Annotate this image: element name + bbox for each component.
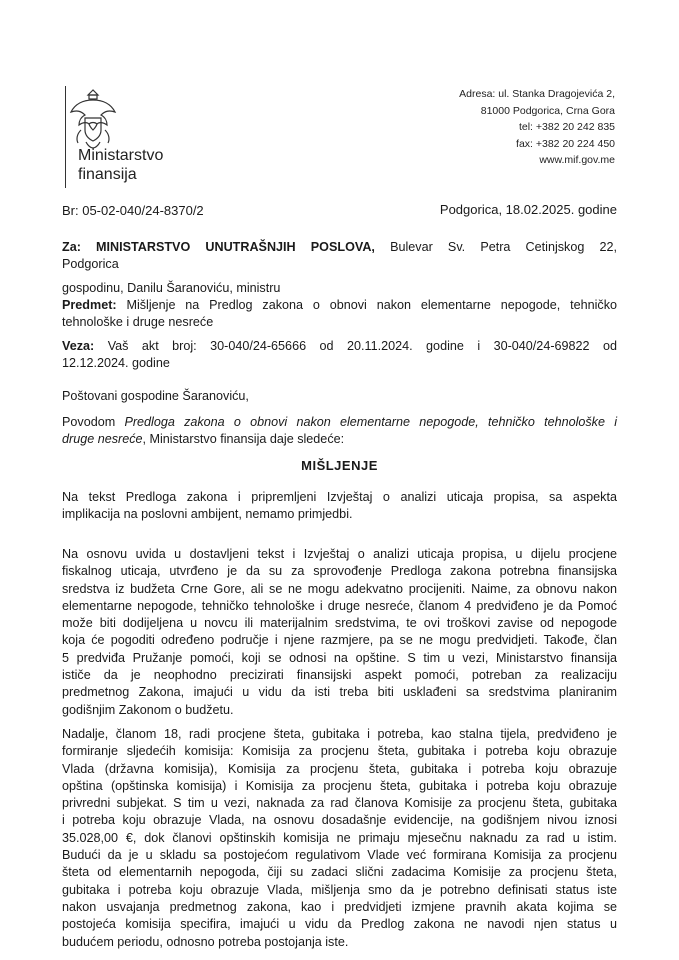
ministry-address: [459, 86, 615, 169]
paragraph-3-line: postojeća komisija specifira, imajući u vidu da Predlog zakona ne navodi njen status u: [62, 917, 617, 932]
ministry-name: [78, 146, 163, 184]
paragraph-1-line: implikacija na poslovni ambijent, nemamo primjedbi.: [62, 507, 353, 522]
link-text-cont: 12.12.2024. godine: [62, 356, 170, 371]
intro-paragraph: [62, 414, 617, 449]
paragraph-3-line: Budući da je u skladu sa postojećom regulativom Vlade već formirana Komisija za procjenu: [62, 848, 617, 863]
reference-number: Br: 05-02-040/24-8370/2: [62, 203, 204, 218]
paragraph-2-line: 5 predviđa Pružanje pomoći, koji se odnosi na opštine. S tim u vezi, Ministarstvo finansija: [62, 650, 617, 665]
link-block: [62, 338, 617, 373]
address-street: Adresa: ul. Stanka Dragojevića 2,: [459, 88, 615, 100]
paragraph-3-line: nakon usvajanja predmetnog zakona, kao i predvidjeti izmjene pravnih akata kojima se: [62, 899, 617, 914]
recipient-address: Bulevar Sv. Petra Cetinjskog 22,: [390, 240, 617, 254]
paragraph-2-line: ističe da je neophodno precizirati finansijski aspekt pomoći, potreban za realizaciju: [62, 668, 617, 683]
recipient-block: [62, 239, 617, 274]
intro-law-title-cont: druge nesreće: [62, 432, 143, 447]
paragraph-3-line: budućem periodu, odnosno potreba postojanja iste.: [62, 934, 349, 949]
paragraph-3-line: Vlada (državna komisija), Komisija za procjenu šteta, gubitaka i potreba koju obrazuje: [62, 761, 617, 776]
address-fax: fax: +382 20 224 450: [516, 137, 615, 150]
intro-suffix: , Ministarstvo finansija daje sledeće:: [142, 432, 345, 447]
intro-law-title: Predloga zakona o obnovi nakon elementarne nepogode, tehničko tehnološke i: [124, 415, 617, 429]
paragraph-2-line: može biti dodijeljena u novcu ili materijalnim sredstvima, te ovi troškovi zavise od nepogode: [62, 616, 617, 631]
intro-prefix: Povodom: [62, 415, 116, 429]
paragraph-2-line: fiskalnog uticaja, utvrđeno je da su za sprovođenje Predloga zakona potrebna finansijska: [62, 564, 617, 579]
paragraph-2: [62, 546, 617, 719]
ministry-name-line1: Ministarstvo: [78, 147, 164, 164]
subject-text-cont: tehnološke i druge nesreće: [62, 315, 214, 330]
paragraph-3-line: privredni subjekat. S tim u vezi, naknada za rad članova Komisije za procjenu šteta, gubitaka: [62, 796, 617, 811]
address-city: 81000 Podgorica, Crna Gora: [480, 104, 615, 117]
ministry-name-line2: finansija: [78, 166, 137, 183]
paragraph-3-line: i potreba koju obrazuje Vlada, na osnovu dosadašnje evidencije, na godišnjem nivou iznosi: [62, 813, 617, 828]
recipient-city: Podgorica: [62, 257, 119, 272]
paragraph-2-line: predmetnog Zakona, imajući u vidu da isti treba biti usklađeni sa sredstvima planiranim: [62, 685, 617, 700]
address-phone: tel: +382 20 242 835: [518, 121, 615, 134]
paragraph-1-line: Na tekst Predloga zakona i pripremljeni Izvještaj o analizi uticaja propisa, sa aspekta: [62, 490, 617, 504]
paragraph-1: [62, 489, 617, 524]
paragraph-2-line: Na osnovu uvida u dostavljeni tekst i Izvještaj o analizi uticaja propisa, u dijelu procjene: [62, 547, 617, 561]
paragraph-3-line: Nadalje, članom 18, radi procjene šteta, gubitaka i potreba, kao stalna tijela, predviđeno je: [62, 727, 617, 741]
link-text: Vaš akt broj: 30-040/24-65666 od 20.11.2024. godine i 30-040/24-69822 od: [107, 339, 618, 353]
document-date: Podgorica, 18.02.2025. godine: [439, 202, 617, 217]
paragraph-3-line: gubitaka i potreba koju obrazuje Vlada, mišljenja smo da je potrebno definisati status iste: [62, 882, 617, 897]
subject-block: [62, 297, 617, 332]
subject-text: Mišljenje na Predlog zakona o obnovi nakon elementarne nepogode, tehničko: [126, 298, 618, 312]
link-label: Veza:: [62, 339, 95, 353]
recipient-person: gospodinu, Danilu Šaranoviću, ministru: [62, 281, 281, 295]
subject-label: Predmet:: [62, 298, 117, 312]
paragraph-3-line: šteta od elementarnih nepogoda, čiji su zadaci slični zadacima Komisije za procjenu šteta,: [62, 865, 617, 880]
paragraph-2-line: sredstva iz budžeta Crne Gore, ali se ne mogu adekvatno procijeniti. Naime, za obnovu nakon: [62, 581, 617, 596]
paragraph-3-line: opština (opštinska komisija) i Komisija za procjenu šteta, gubitaka i potreba koju obrazuje: [62, 778, 617, 793]
paragraph-2-line: godišnjim Zakonom o budžetu.: [62, 702, 234, 717]
paragraph-2-line: elementarne nepogode, tehničko tehnološke i druge nesreće, članom 4 predviđeno je da Pomoć: [62, 598, 617, 613]
paragraph-2-line: koja će pogoditi određeno područje i njene razmjere, pa se ne mogu predvidjeti. Takođe, član: [62, 633, 617, 648]
salutation: Poštovani gospodine Šaranoviću,: [62, 389, 249, 403]
paragraph-3-line: formiranje sljedećih komisija: Komisija za procjenu šteta, gubitaka i potreba koju obrazuje: [62, 744, 617, 759]
paragraph-3-line: 35.028,00 €, dok članovi opštinskih komisija ne primaju mjesečnu naknadu za rad u istim.: [62, 830, 617, 845]
opinion-title: MIŠLJENJE: [301, 458, 378, 473]
paragraph-3: [62, 726, 617, 951]
recipient-label: Za:: [62, 240, 81, 254]
address-website[interactable]: www.mif.gov.me: [539, 154, 615, 167]
recipient-name: MINISTARSTVO UNUTRAŠNJIH POSLOVA,: [96, 240, 375, 254]
header-divider: [65, 86, 66, 188]
